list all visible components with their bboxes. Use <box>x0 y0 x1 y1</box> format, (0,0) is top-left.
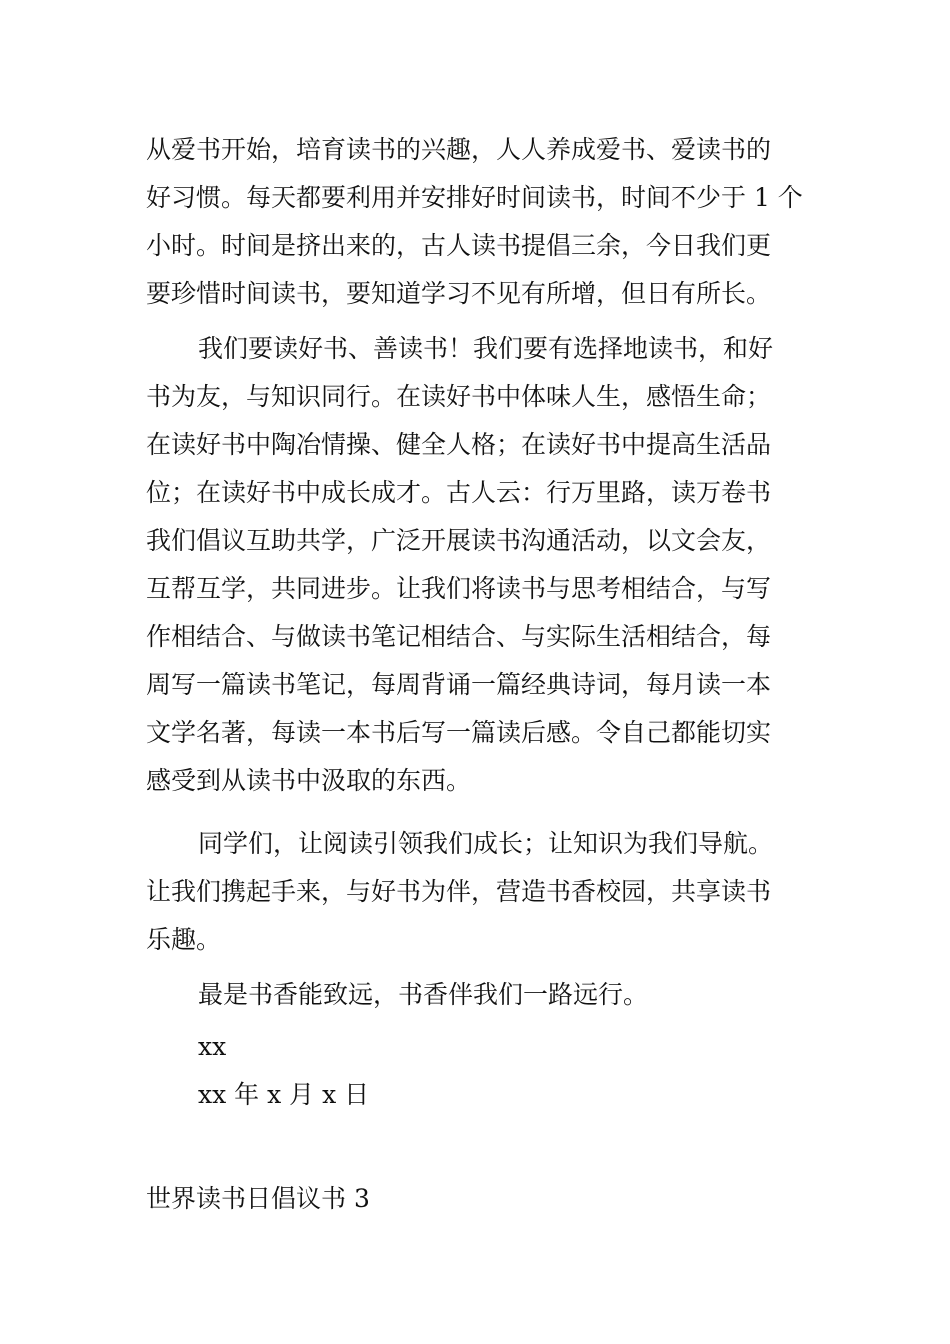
paragraph-line: 好习惯。每天都要利用并安排好时间读书，时间不少于 1 个 <box>146 183 803 212</box>
paragraph-line: 作相结合、与做读书笔记相结合、与实际生活相结合，每 <box>146 622 772 651</box>
paragraph-line: 我们要读好书、善读书！我们要有选择地读书，和好 <box>198 334 774 363</box>
section-heading: 世界读书日倡议书 3 <box>146 1184 370 1213</box>
paragraph-line: 感受到从读书中汲取的东西。 <box>146 766 472 795</box>
paragraph-line: 位；在读好书中成长成才。古人云：行万里路，读万卷书 <box>146 478 772 507</box>
signature-date: xx 年 x 月 x 日 <box>198 1080 370 1109</box>
paragraph-line: 书为友，与知识同行。在读好书中体味人生，感悟生命； <box>146 382 772 411</box>
paragraph-line: 同学们，让阅读引领我们成长；让知识为我们导航。 <box>198 829 774 858</box>
paragraph-line: 小时。时间是挤出来的，古人读书提倡三余，今日我们更 <box>146 231 772 260</box>
paragraph-line: 要珍惜时间读书，要知道学习不见有所增，但日有所长。 <box>146 279 772 308</box>
paragraph-line: 让我们携起手来，与好书为伴，营造书香校园，共享读书 <box>146 877 772 906</box>
paragraph-line: 互帮互学，共同进步。让我们将读书与思考相结合，与写 <box>146 574 772 603</box>
paragraph-line: 乐趣。 <box>146 925 222 954</box>
closing-line: 最是书香能致远，书香伴我们一路远行。 <box>198 980 649 1009</box>
signature-name: xx <box>198 1032 227 1061</box>
paragraph-line: 在读好书中陶冶情操、健全人格；在读好书中提高生活品 <box>146 430 772 459</box>
paragraph-line: 文学名著，每读一本书后写一篇读后感。令自己都能切实 <box>146 718 772 747</box>
paragraph-line: 周写一篇读书笔记，每周背诵一篇经典诗词，每月读一本 <box>146 670 772 699</box>
paragraph-line: 我们倡议互助共学，广泛开展读书沟通活动，以文会友， <box>146 526 772 555</box>
paragraph-line: 从爱书开始，培育读书的兴趣，人人养成爱书、爱读书的 <box>146 135 772 164</box>
